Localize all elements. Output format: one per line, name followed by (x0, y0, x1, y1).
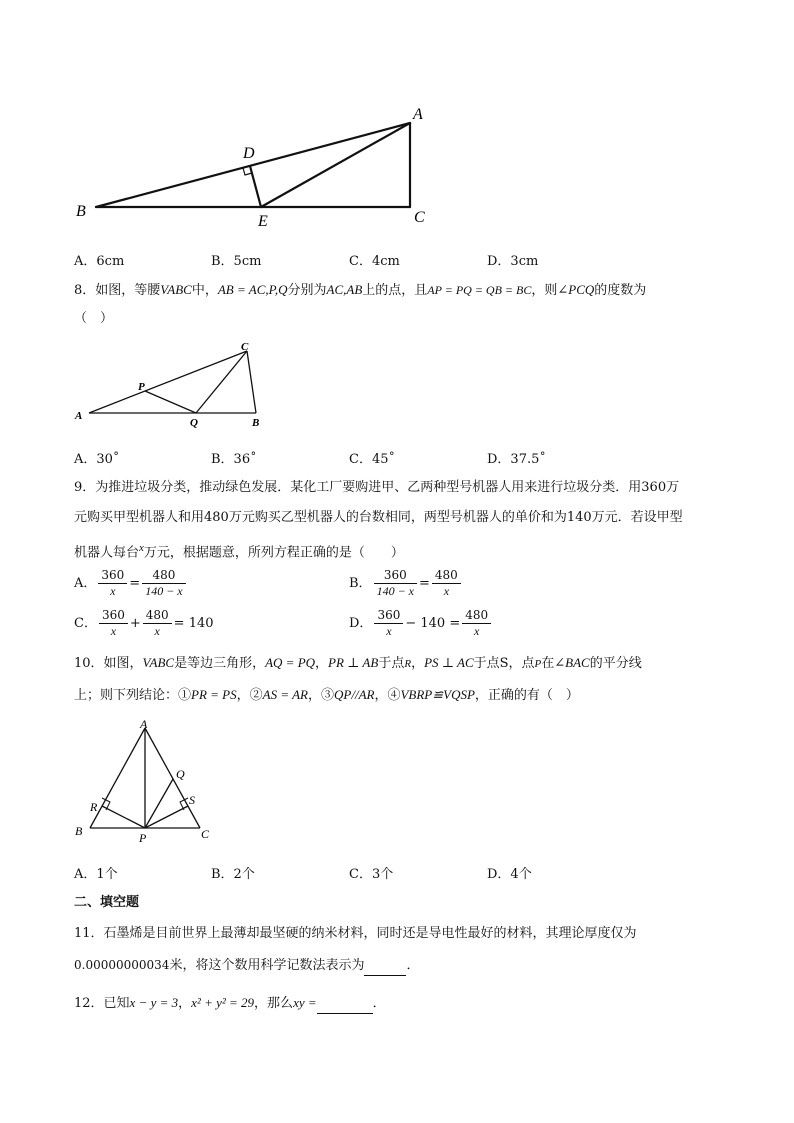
q7-option-b: B．5cm (211, 254, 262, 269)
segment-ab (90, 728, 145, 828)
figure-q8 (70, 338, 270, 430)
segment-ba (96, 123, 410, 207)
q9-line-3: 机器人每台$^x$万元，根据题意，所列方程正确的是（ ） (74, 542, 404, 561)
label-c: C (241, 341, 249, 353)
label-q: Q (190, 417, 198, 429)
q10-option-a: A．1个 (74, 867, 118, 882)
answer-blank-q11[interactable] (364, 957, 406, 976)
q8-option-b: B．36˚ (211, 452, 257, 467)
section-title-fill-in: 二、填空题 (74, 895, 140, 910)
q11-line-2: 0.00000000034米，将这个数用科学记数法表示为 ． (74, 956, 419, 976)
label-a: A (75, 410, 83, 422)
q9-option-b: B． $\frac{360}{140 - x}$ = $\frac{480}{x}$ (349, 568, 463, 599)
q9-line-2: 元购买甲型机器人和用480万元购买乙型机器人的台数相同，两型号机器人的单价和为140万元．若设甲型 (74, 510, 683, 525)
segment-ac (89, 351, 247, 413)
label-a: A (140, 718, 148, 731)
q9-option-c: C． $\frac{360}{x}$ + $\frac{480}{x}$ = 140 (74, 608, 214, 638)
q10-option-c: C．3个 (349, 867, 394, 882)
q7-option-d: D．3cm (487, 254, 539, 269)
label-p: P (139, 831, 147, 845)
q10-line-2: 上；则下列结论：①PR = PS，②AS = AR，③QP//AR，④VBRP≌VQSP，正确的有（ ） (74, 687, 579, 703)
answer-blank-q12[interactable] (317, 995, 373, 1014)
label-e: E (258, 213, 268, 230)
figure-q7 (70, 100, 440, 232)
label-p: P (138, 381, 145, 393)
segment-pq (145, 391, 196, 413)
label-b: B (252, 417, 260, 429)
segment-ea (261, 123, 410, 207)
figure-q10 (70, 718, 220, 846)
q10-option-d: D．4个 (487, 867, 532, 882)
label-d: D (243, 145, 255, 162)
segment-qc (196, 351, 247, 413)
label-b: B (75, 824, 83, 838)
q11-line-1: 11．石墨烯是目前世界上最薄却最坚硬的纳米材料，同时还是导电性最好的材料，其理论厚度仅为 (74, 926, 637, 941)
label-b: B (76, 203, 86, 220)
q7-option-c: C．4cm (349, 254, 400, 269)
q9-line-1: 9．为推进垃圾分类，推动绿色发展．某化工厂要购进甲、乙两种型号机器人用来进行垃圾分类．用360万 (74, 480, 680, 495)
q8-paren: （ ） (74, 311, 114, 326)
q8-option-c: C．45˚ (349, 452, 395, 467)
q10-line-1: 10．如图，VABC是等边三角形，AQ = PQ，PR ⊥ AB于点R，PS ⊥ AC于点S，点P在∠BAC的平分线 (74, 655, 642, 671)
q9-option-a: A． $\frac{360}{x}$ = $\frac{480}{140 - x}$ (74, 568, 188, 599)
q8-stem: 8．如图，等腰VABC中，AB = AC,P,Q分别为AC,AB上的点，且AP = PQ = QB = BC，则∠PCQ的度数为 (74, 282, 647, 298)
q9-option-d: D． $\frac{360}{x}$ − 140 = $\frac{480}{x}$ (349, 608, 493, 639)
label-q: Q (176, 767, 185, 781)
segment-pr (102, 806, 145, 828)
q10-option-b: B．2个 (211, 867, 255, 882)
label-a: A (413, 106, 423, 123)
label-s: S (189, 793, 195, 807)
q7-option-a: A．6cm (74, 254, 125, 269)
q8-option-a: A．30˚ (74, 452, 120, 467)
segment-cb (247, 351, 256, 413)
label-r: R (90, 800, 98, 814)
q12-stem: 12．已知x − y = 3，x² + y² = 29，那么xy = ． (74, 994, 386, 1014)
q8-option-d: D．37.5˚ (487, 452, 546, 467)
label-c: C (201, 827, 210, 841)
label-c: C (414, 209, 425, 226)
segment-de (250, 166, 261, 207)
